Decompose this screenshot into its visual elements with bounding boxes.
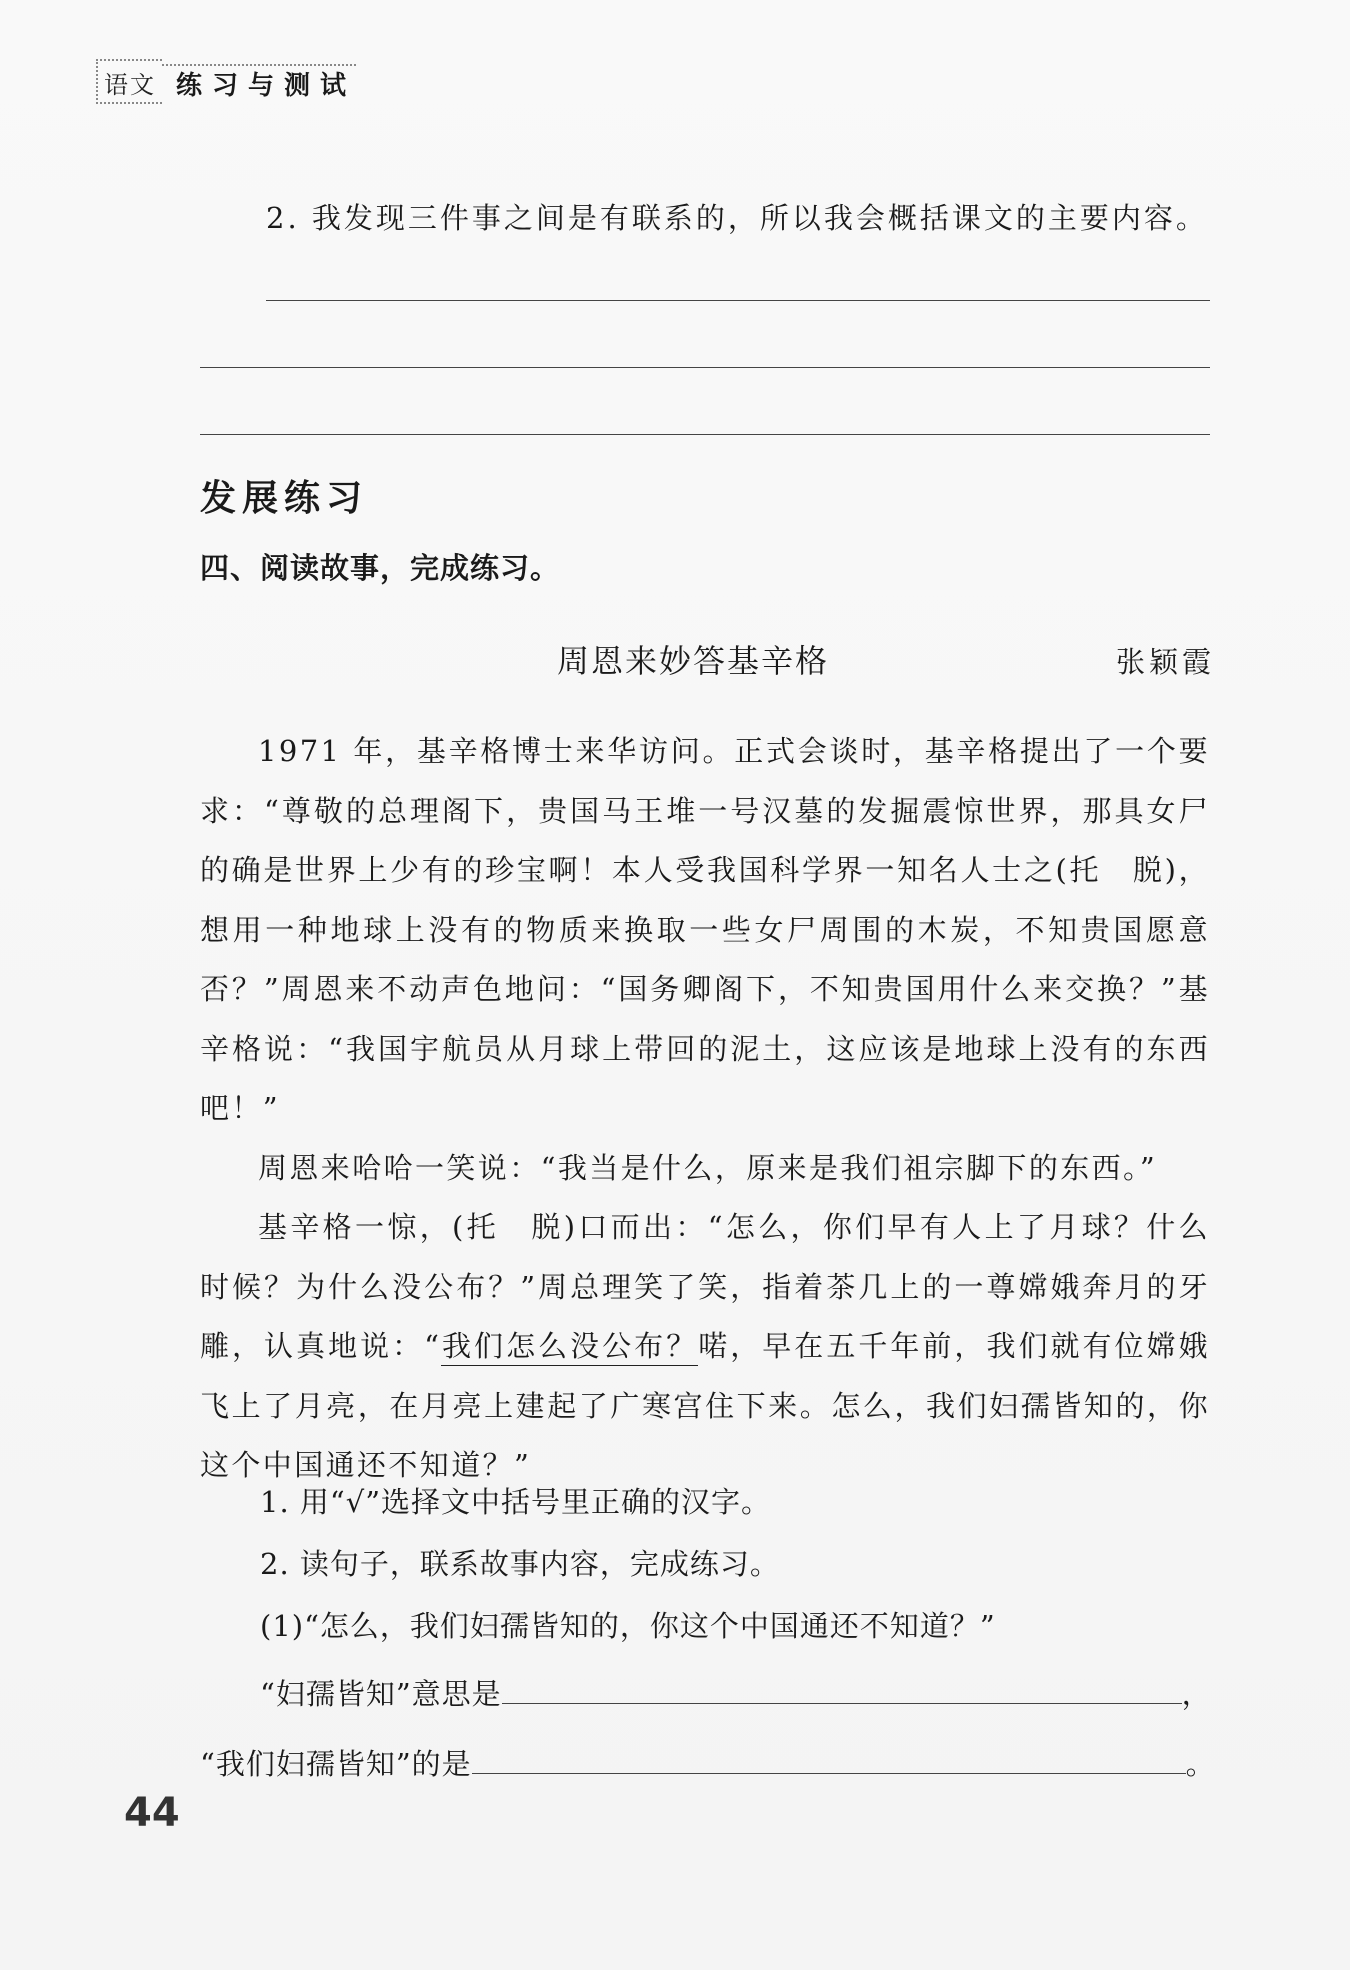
fill-end: 。 xyxy=(1185,1747,1216,1781)
section-title: 发展练习 xyxy=(200,478,369,519)
answer-blank[interactable] xyxy=(502,1673,1182,1704)
underlined-sentence: 我们怎么没公布？ xyxy=(441,1329,698,1366)
question-2: 2. 读句子，联系故事内容，完成练习。 xyxy=(260,1547,780,1581)
series-title: 练习与测试 xyxy=(162,64,356,104)
answer-line[interactable] xyxy=(200,434,1210,435)
fill-in-row-2 xyxy=(200,1742,1216,1783)
page-number: 44 xyxy=(124,1790,180,1836)
answer-line[interactable] xyxy=(266,300,1210,301)
story-author: 张颖霞 xyxy=(1116,645,1216,679)
story-title: 周恩来妙答基辛格 xyxy=(557,642,830,680)
story-text: 基辛格一惊，(托 脱)口而出：“怎么，你们早有人上了月球？什么时候？为什么没公布？”周总理笑了笑，指着茶几上的一尊嫦娥奔月的牙雕，认真地说：“ xyxy=(200,1210,1210,1363)
story-paragraph: 周恩来哈哈一笑说：“我当是什么，原来是我们祖宗脚下的东西。” xyxy=(258,1150,1158,1185)
answer-blank[interactable] xyxy=(472,1743,1186,1774)
subject-label: 语文 xyxy=(96,59,162,104)
question-2-prompt: 2. 我发现三件事之间是有联系的，所以我会概括课文的主要内容。 xyxy=(266,201,1208,235)
story-text: 喏，早在五千年前，我们就有位嫦娥飞上了月亮，在月亮上建起了广寒宫住下来。怎么，我们妇孺皆知的，你这个中国通还不知道？” xyxy=(200,1329,1211,1482)
story-paragraph: 1971 年，基辛格博士来华访问。正式会谈时，基辛格提出了一个要求：“尊敬的总理阁下，贵国马王堆一号汉墓的发掘震惊世界，那具女尸的确是世界上少有的珍宝啊！本人受我国科学界一知名人士之(托 脱)，想用一种地球上没有的物质来换取一些女尸周围的木炭，不知贵国愿意否？”周恩来不动声色地问：“国务卿阁下，不知贵国用什么来交换？”基辛格说：“我国宇航员从月球上带回的泥土，这应该是地球上没有的东西吧！” xyxy=(200,734,1210,1125)
question-1: 1. 用“√”选择文中括号里正确的汉字。 xyxy=(260,1485,772,1519)
fill-label: “妇孺皆知”意思是 xyxy=(260,1677,502,1711)
task-heading: 四、阅读故事，完成练习。 xyxy=(200,551,561,585)
answer-line[interactable] xyxy=(200,367,1210,368)
questions xyxy=(200,1470,1216,1790)
fill-in-row-1 xyxy=(260,1672,1212,1713)
question-2-1: (1)“怎么，我们妇孺皆知的，你这个中国通还不知道？” xyxy=(260,1609,996,1643)
story-paragraph xyxy=(200,1198,1210,1496)
fill-end: ， xyxy=(1181,1677,1212,1711)
fill-label: “我们妇孺皆知”的是 xyxy=(200,1747,472,1781)
page-header xyxy=(96,58,356,104)
story-body xyxy=(200,722,1210,1496)
